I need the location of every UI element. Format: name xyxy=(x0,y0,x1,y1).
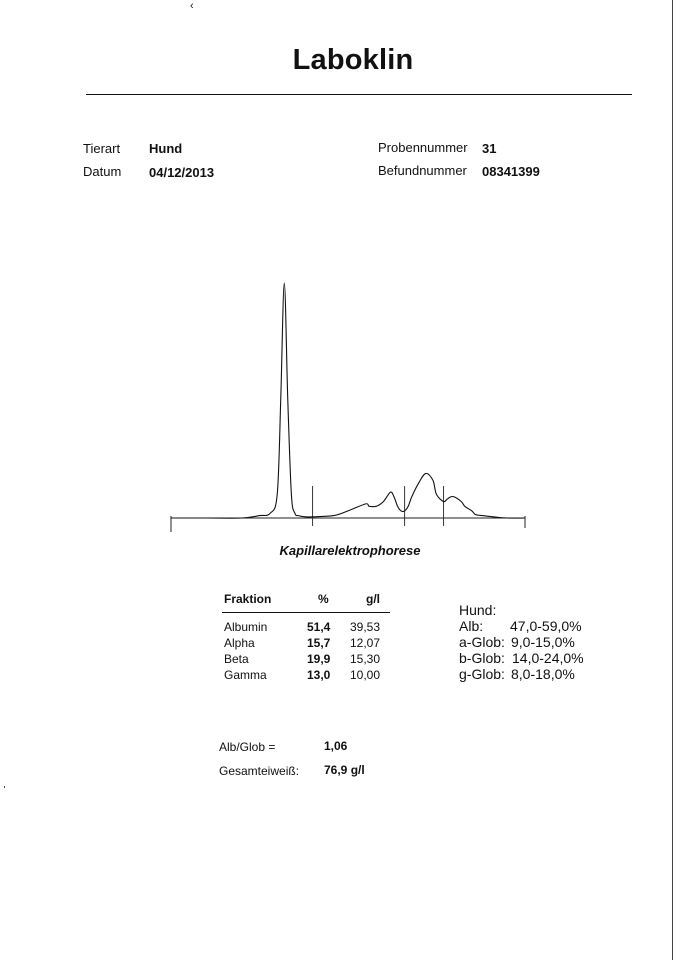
table-row-percent: 19,9 xyxy=(307,652,331,666)
table-row-gl: 12,07 xyxy=(350,636,381,650)
table-row-percent: 15,7 xyxy=(307,636,331,650)
table-row-name: Beta xyxy=(224,652,249,666)
table-row-gl: 10,00 xyxy=(350,668,381,682)
reference-label: b-Glob: xyxy=(459,650,505,666)
reference-range: 8,0-18,0% xyxy=(511,666,575,682)
reference-label: g-Glob: xyxy=(459,666,505,682)
table-row-name: Gamma xyxy=(224,668,267,682)
table-row-gl: 15,30 xyxy=(350,652,381,666)
table-header-percent: % xyxy=(318,592,329,606)
scan-artifact xyxy=(4,786,5,788)
table-row-gl: 39,53 xyxy=(350,620,381,634)
tierart-label: Tierart xyxy=(83,141,121,156)
table-row-name: Alpha xyxy=(224,636,255,650)
lab-title: Laboklin xyxy=(292,44,414,76)
datum-value: 04/12/2013 xyxy=(149,165,215,180)
table-row-percent: 13,0 xyxy=(307,668,331,682)
tierart-value: Hund xyxy=(149,141,183,156)
reference-range: 14,0-24,0% xyxy=(512,650,584,666)
electropherogram-curve xyxy=(171,283,525,518)
albglob-value: 1,06 xyxy=(324,739,348,753)
probennummer-label: Probennummer xyxy=(378,140,468,155)
table-header-gl: g/l xyxy=(366,592,380,606)
table-header-rule xyxy=(222,612,390,613)
reference-range: 9,0-15,0% xyxy=(511,634,575,650)
reference-label: Alb: xyxy=(459,618,484,634)
albglob-label: Alb/Glob = xyxy=(219,740,276,754)
reference-title: Hund: xyxy=(459,602,497,618)
chart-caption: Kapillarelektrophorese xyxy=(279,543,421,558)
befundnummer-label: Befundnummer xyxy=(378,163,467,178)
datum-label: Datum xyxy=(83,164,122,179)
reference-label: a-Glob: xyxy=(459,634,505,650)
stray-mark: ‹ xyxy=(190,0,194,12)
befundnummer-value: 08341399 xyxy=(482,164,540,179)
gesamteiweiss-value: 76,9 g/l xyxy=(324,763,365,777)
table-header-fraktion: Fraktion xyxy=(224,592,272,606)
table-row-percent: 51,4 xyxy=(307,620,331,634)
gesamteiweiss-label: Gesamteiweiß: xyxy=(219,764,300,778)
table-row-name: Albumin xyxy=(224,620,268,634)
reference-range: 47,0-59,0% xyxy=(510,618,582,634)
probennummer-value: 31 xyxy=(482,141,497,156)
